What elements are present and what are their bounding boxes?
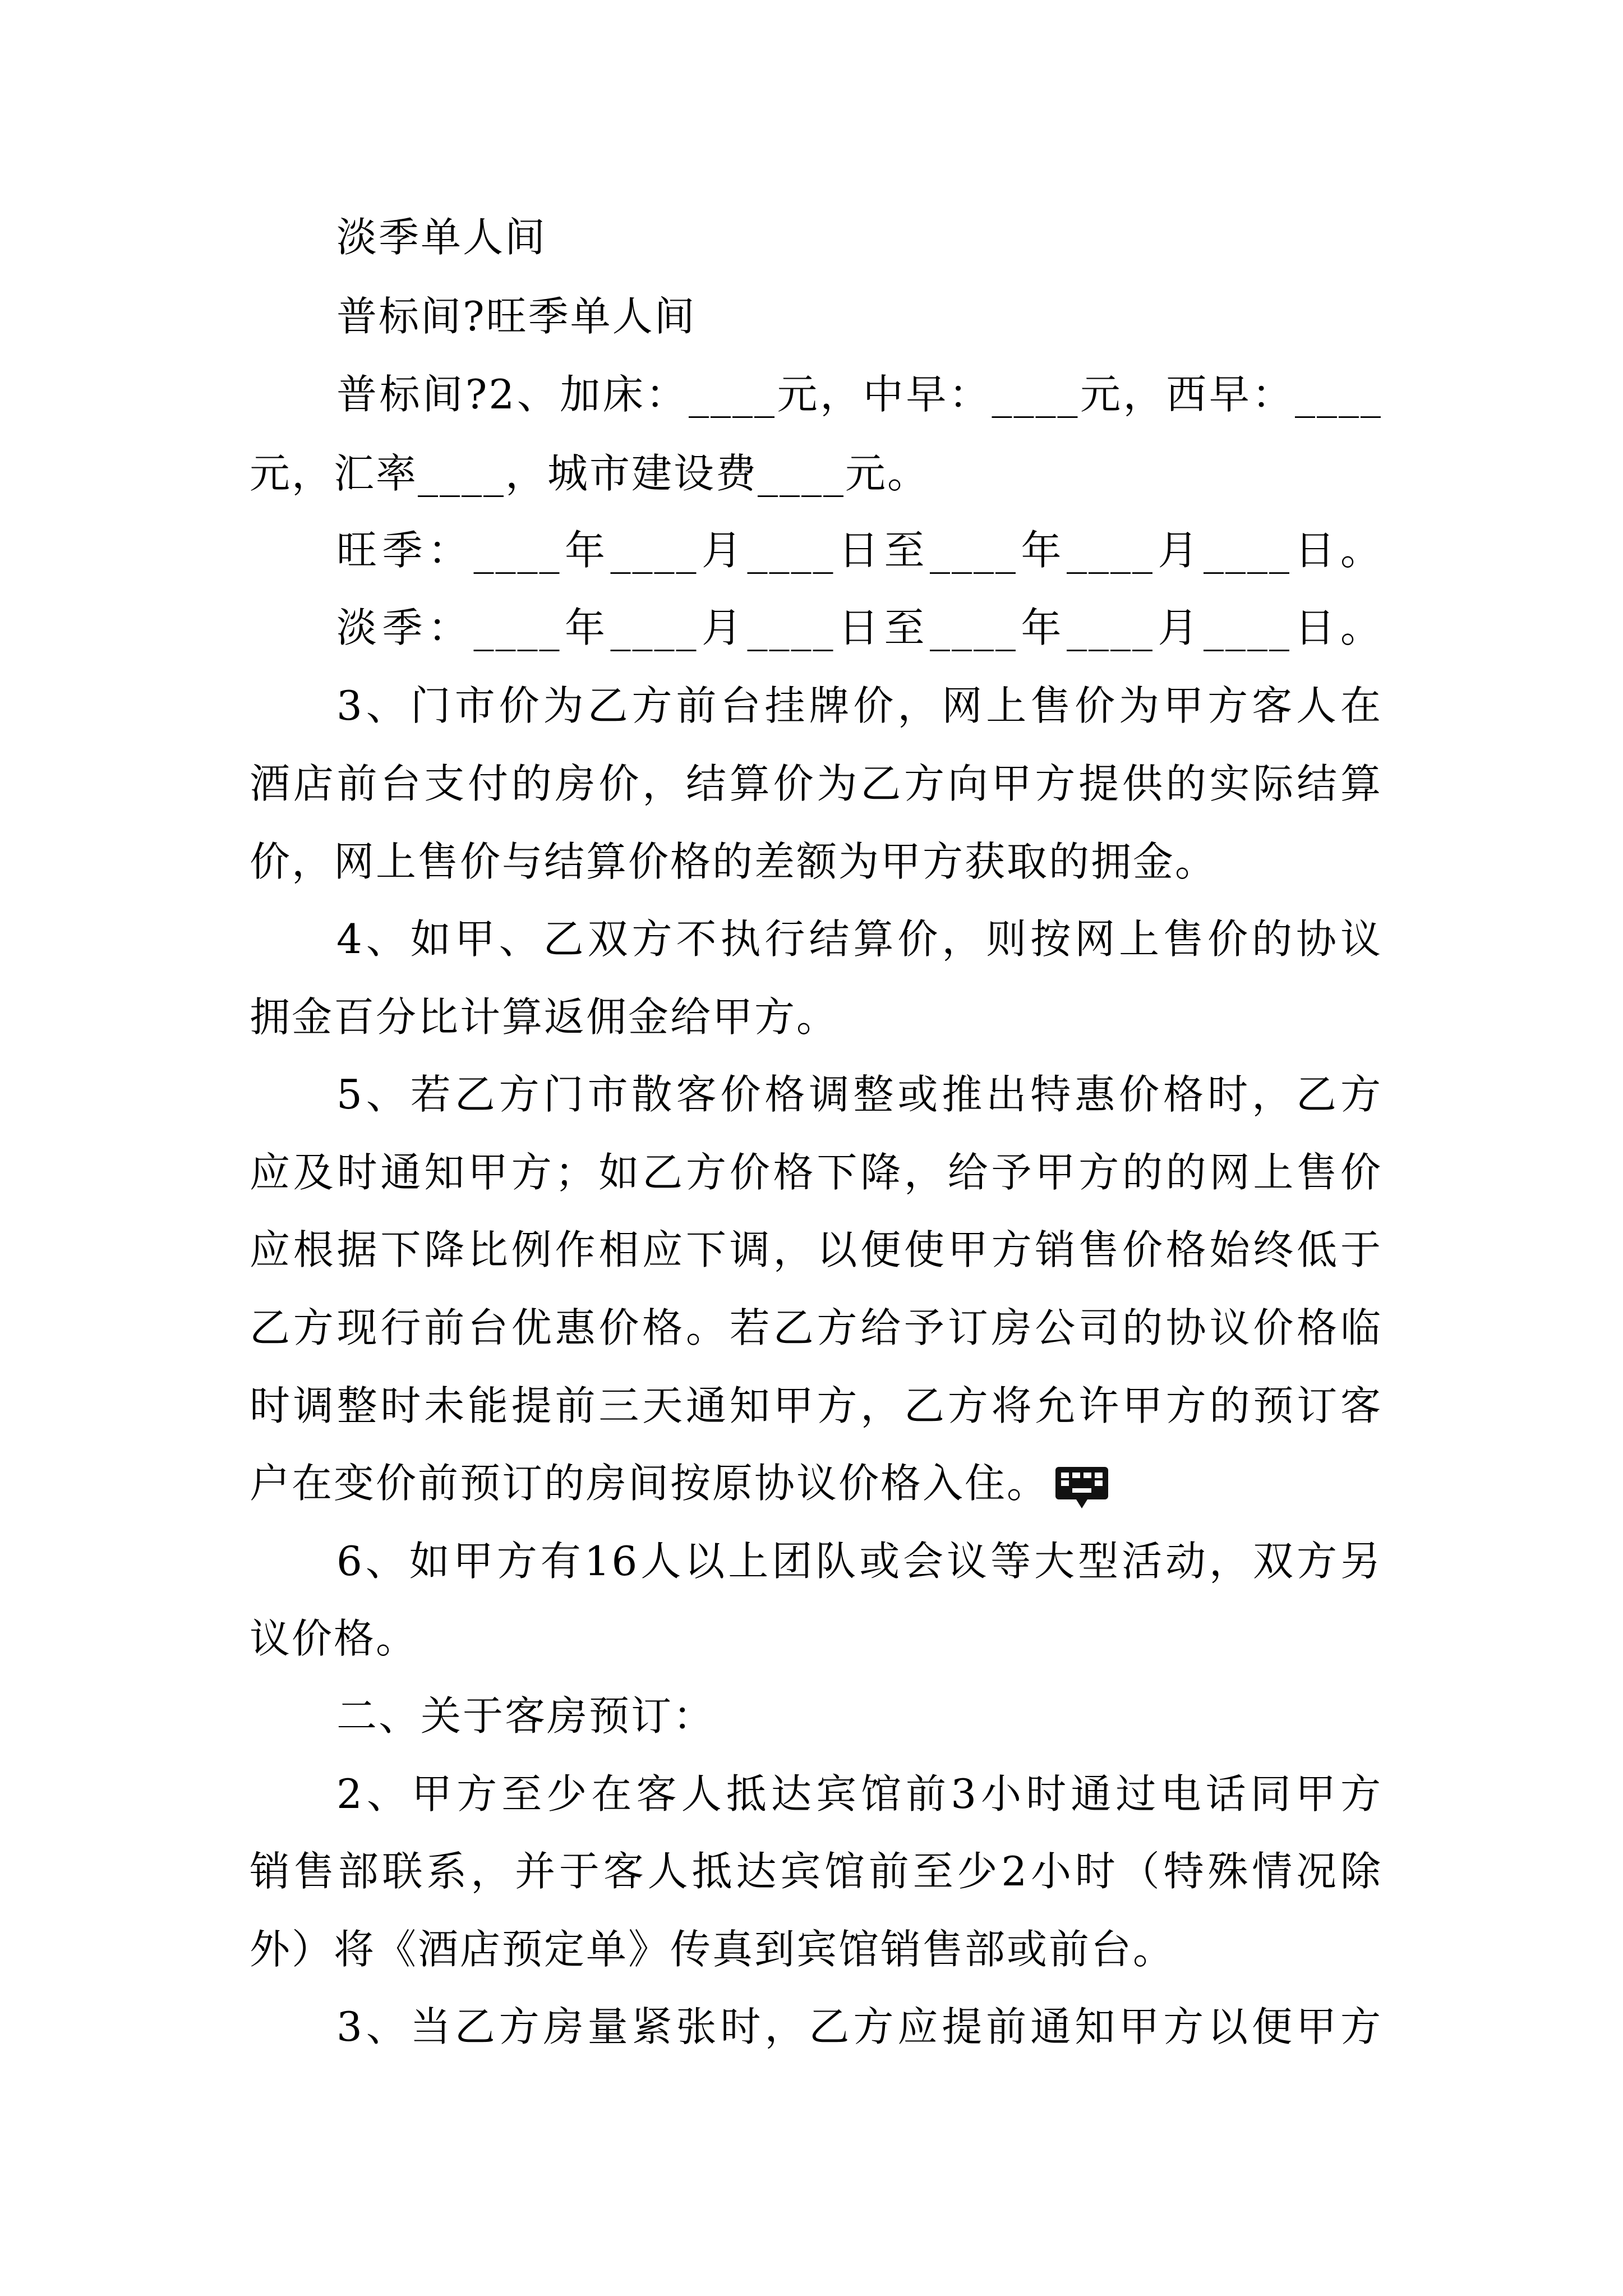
text-line: 应及时通知甲方；如乙方价格下降，给予甲方的的网上售价 <box>250 1149 1382 1196</box>
text-line: 乙方现行前台优惠价格。若乙方给予订房公司的协议价格临 <box>250 1304 1382 1351</box>
text-line: 元，汇率____，城市建设费____元。 <box>250 450 930 497</box>
text-line: 3、门市价为乙方前台挂牌价，网上售价为甲方客人在 <box>336 682 1382 729</box>
text-line: 户在变价前预订的房间按原协议价格入住。 <box>250 1460 1049 1507</box>
text-line: 销售部联系，并于客人抵达宾馆前至少2小时（特殊情况除 <box>250 1848 1382 1895</box>
text-line: 普标间?旺季单人间 <box>336 293 697 340</box>
text-line: 淡季单人间 <box>336 214 547 261</box>
text-line: 外）将《酒店预定单》传真到宾馆销售部或前台。 <box>250 1926 1175 1973</box>
text-line: 拥金百分比计算返佣金给甲方。 <box>250 993 839 1041</box>
text-line: 5、若乙方门市散客价格调整或推出特惠价格时，乙方 <box>336 1071 1382 1118</box>
text-line: 4、如甲、乙双方不执行结算价，则按网上售价的协议 <box>336 915 1382 963</box>
text-line-with-icon <box>250 1460 1382 1507</box>
text-line: 应根据下降比例作相应下调，以便使甲方销售价格始终低于 <box>250 1226 1382 1273</box>
text-line: 时调整时未能提前三天通知甲方，乙方将允许甲方的预订客 <box>250 1382 1382 1429</box>
keyboard-icon[interactable] <box>1055 1467 1108 1499</box>
text-line: 酒店前台支付的房价，结算价为乙方向甲方提供的实际结算 <box>250 760 1382 807</box>
text-line: 议价格。 <box>250 1615 418 1662</box>
text-line: 2、甲方至少在客人抵达宾馆前3小时通过电话同甲方 <box>336 1770 1382 1818</box>
text-line: 普标间?2、加床：____元，中早：____元，西早：____ <box>336 371 1382 418</box>
text-line: 6、如甲方有16人以上团队或会议等大型活动，双方另 <box>336 1538 1382 1585</box>
text-line: 3、当乙方房量紧张时，乙方应提前通知甲方以便甲方 <box>336 2003 1382 2050</box>
text-line: 淡季：____年____月____日至____年____月____日。 <box>336 604 1382 651</box>
text-line: 二、关于客房预订： <box>336 1692 716 1740</box>
text-line: 旺季：____年____月____日至____年____月____日。 <box>336 527 1382 574</box>
text-line: 价，网上售价与结算价格的差额为甲方获取的拥金。 <box>250 838 1218 885</box>
